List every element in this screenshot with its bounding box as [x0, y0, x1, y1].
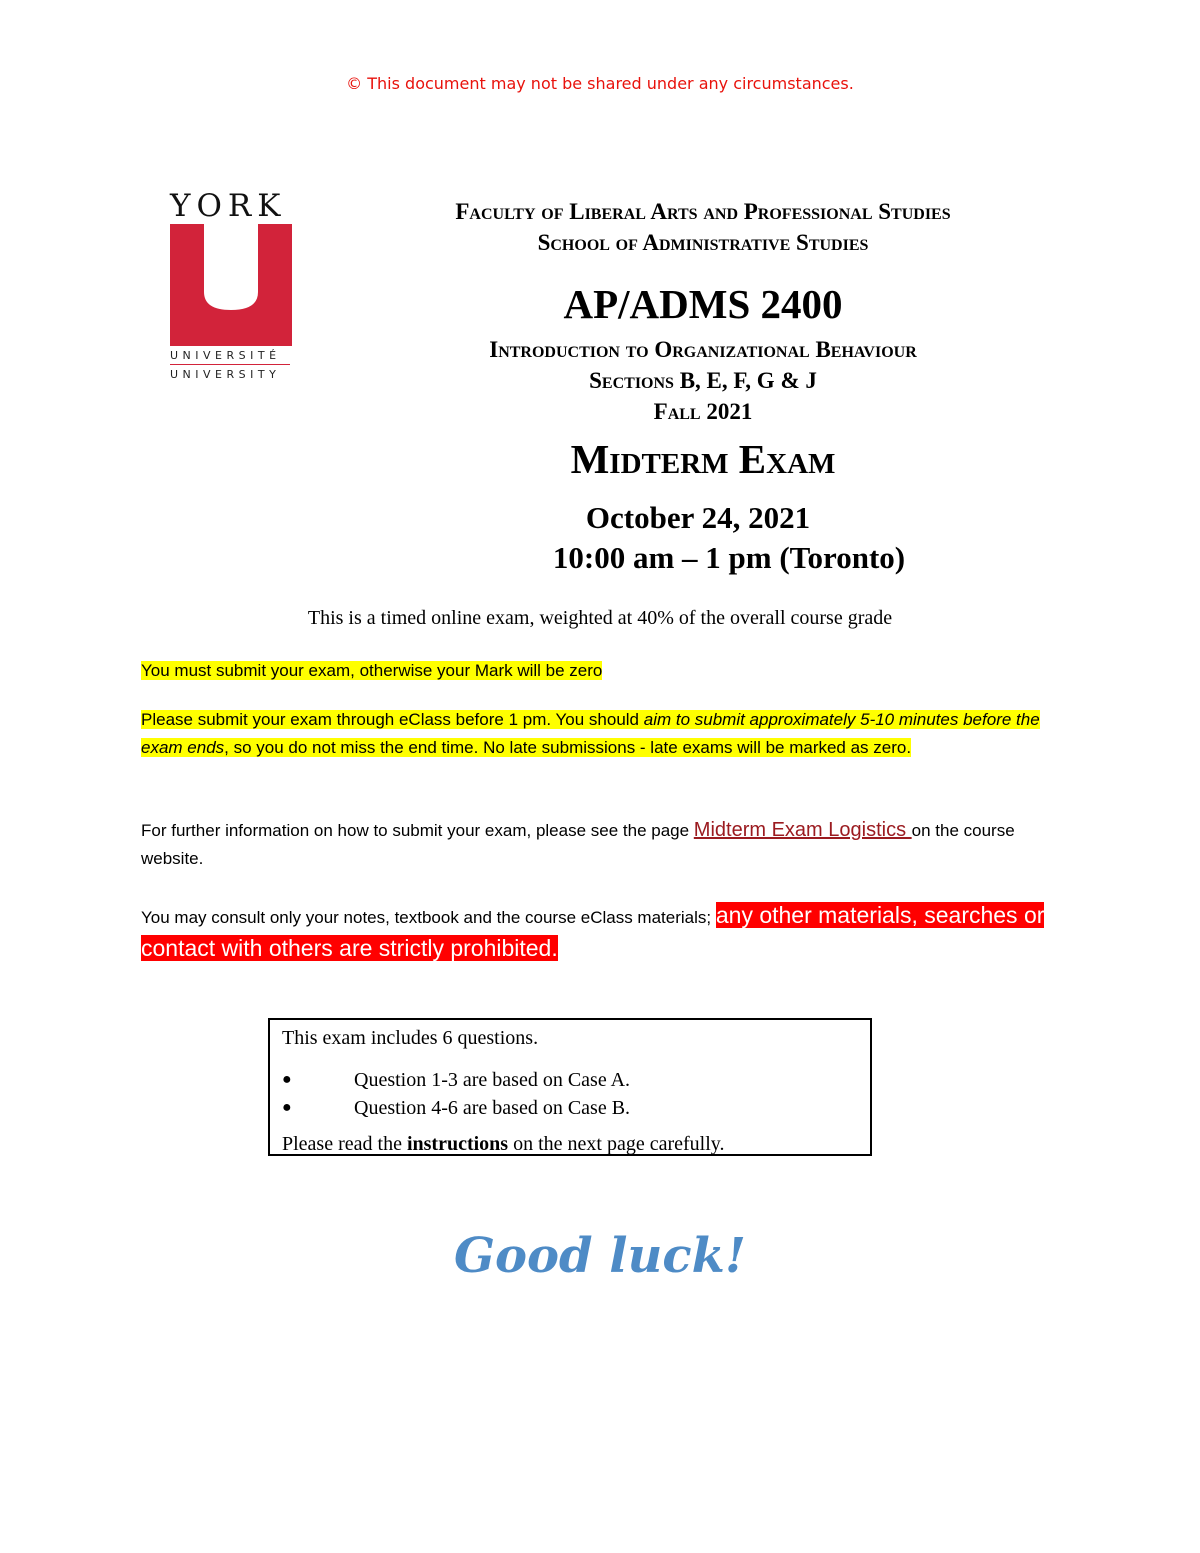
- copyright-notice: © This document may not be shared under any circumstances.: [346, 74, 854, 93]
- course-title: Introduction to Organizational Behaviour: [489, 337, 917, 362]
- submit-instructions-paragraph: [141, 706, 1061, 762]
- bullet-icon: ●: [282, 1099, 292, 1116]
- good-luck-message: Good luck!: [454, 1228, 746, 1284]
- submit-warning-paragraph: [141, 657, 1061, 685]
- logo-york-text: YORK: [170, 188, 287, 224]
- further-info-paragraph: [141, 816, 1061, 873]
- logo-universite: UNIVERSITÉ: [170, 349, 281, 362]
- summary-bullet-text: Question 4-6 are based on Case B.: [354, 1097, 631, 1119]
- prohibited-warning: any other materials, searches or contact with others are strictly prohibited.: [141, 902, 1045, 961]
- exam-time: 10:00 am – 1 pm (Toronto): [552, 540, 906, 575]
- exam-title: Midterm Exam: [570, 436, 836, 482]
- summary-intro: This exam includes 6 questions.: [282, 1027, 539, 1049]
- summary-list: [282, 1066, 630, 1122]
- submit-instructions-italic: aim to submit approximately 5-10 minutes before the exam ends: [141, 710, 1040, 757]
- submit-instructions-part2: , so you do not miss the end time. No late submissions - late exams will be marked as zero.: [224, 738, 912, 757]
- exam-weight-line: This is a timed online exam, weighted at 40% of the overall course grade: [307, 607, 893, 629]
- faculty-name: Faculty of Liberal Arts and Professional Studies: [455, 199, 951, 224]
- list-item: [282, 1094, 630, 1122]
- submit-instructions-part1: Please submit your exam through eClass before 1 pm. You should: [141, 710, 644, 729]
- summary-note-after: on the next page carefully.: [508, 1133, 725, 1155]
- school-name: School of Administrative Studies: [537, 230, 869, 255]
- exam-schedule: [300, 498, 1100, 578]
- summary-note-before: Please read the: [282, 1133, 407, 1155]
- course-sections: Sections B, E, F, G & J: [589, 368, 817, 393]
- logo-u-mark: [170, 224, 292, 346]
- submit-warning: You must submit your exam, otherwise your Mark will be zero: [141, 661, 603, 680]
- bullet-icon: ●: [282, 1071, 292, 1088]
- consult-policy-paragraph: [141, 900, 1061, 966]
- exam-summary-box: [268, 1018, 872, 1156]
- logo-divider: [170, 364, 290, 365]
- course-term: Fall 2021: [653, 399, 753, 424]
- logo-university: UNIVERSITY: [170, 368, 281, 381]
- further-info-before: For further information on how to submit your exam, please see the page: [141, 821, 694, 840]
- summary-bullet-text: Question 1-3 are based on Case A.: [354, 1069, 631, 1091]
- exam-date: October 24, 2021: [585, 500, 811, 535]
- exam-header: [300, 196, 1106, 485]
- list-item: [282, 1066, 630, 1094]
- summary-note: [282, 1133, 724, 1156]
- consult-policy-text: You may consult only your notes, textbook and the course eClass materials;: [141, 908, 716, 927]
- midterm-logistics-link[interactable]: Midterm Exam Logistics: [693, 819, 912, 841]
- summary-note-bold: instructions: [406, 1133, 509, 1155]
- further-info-after: on the course website.: [141, 821, 1015, 868]
- course-code: AP/ADMS 2400: [563, 281, 843, 327]
- york-university-logo: [170, 190, 298, 382]
